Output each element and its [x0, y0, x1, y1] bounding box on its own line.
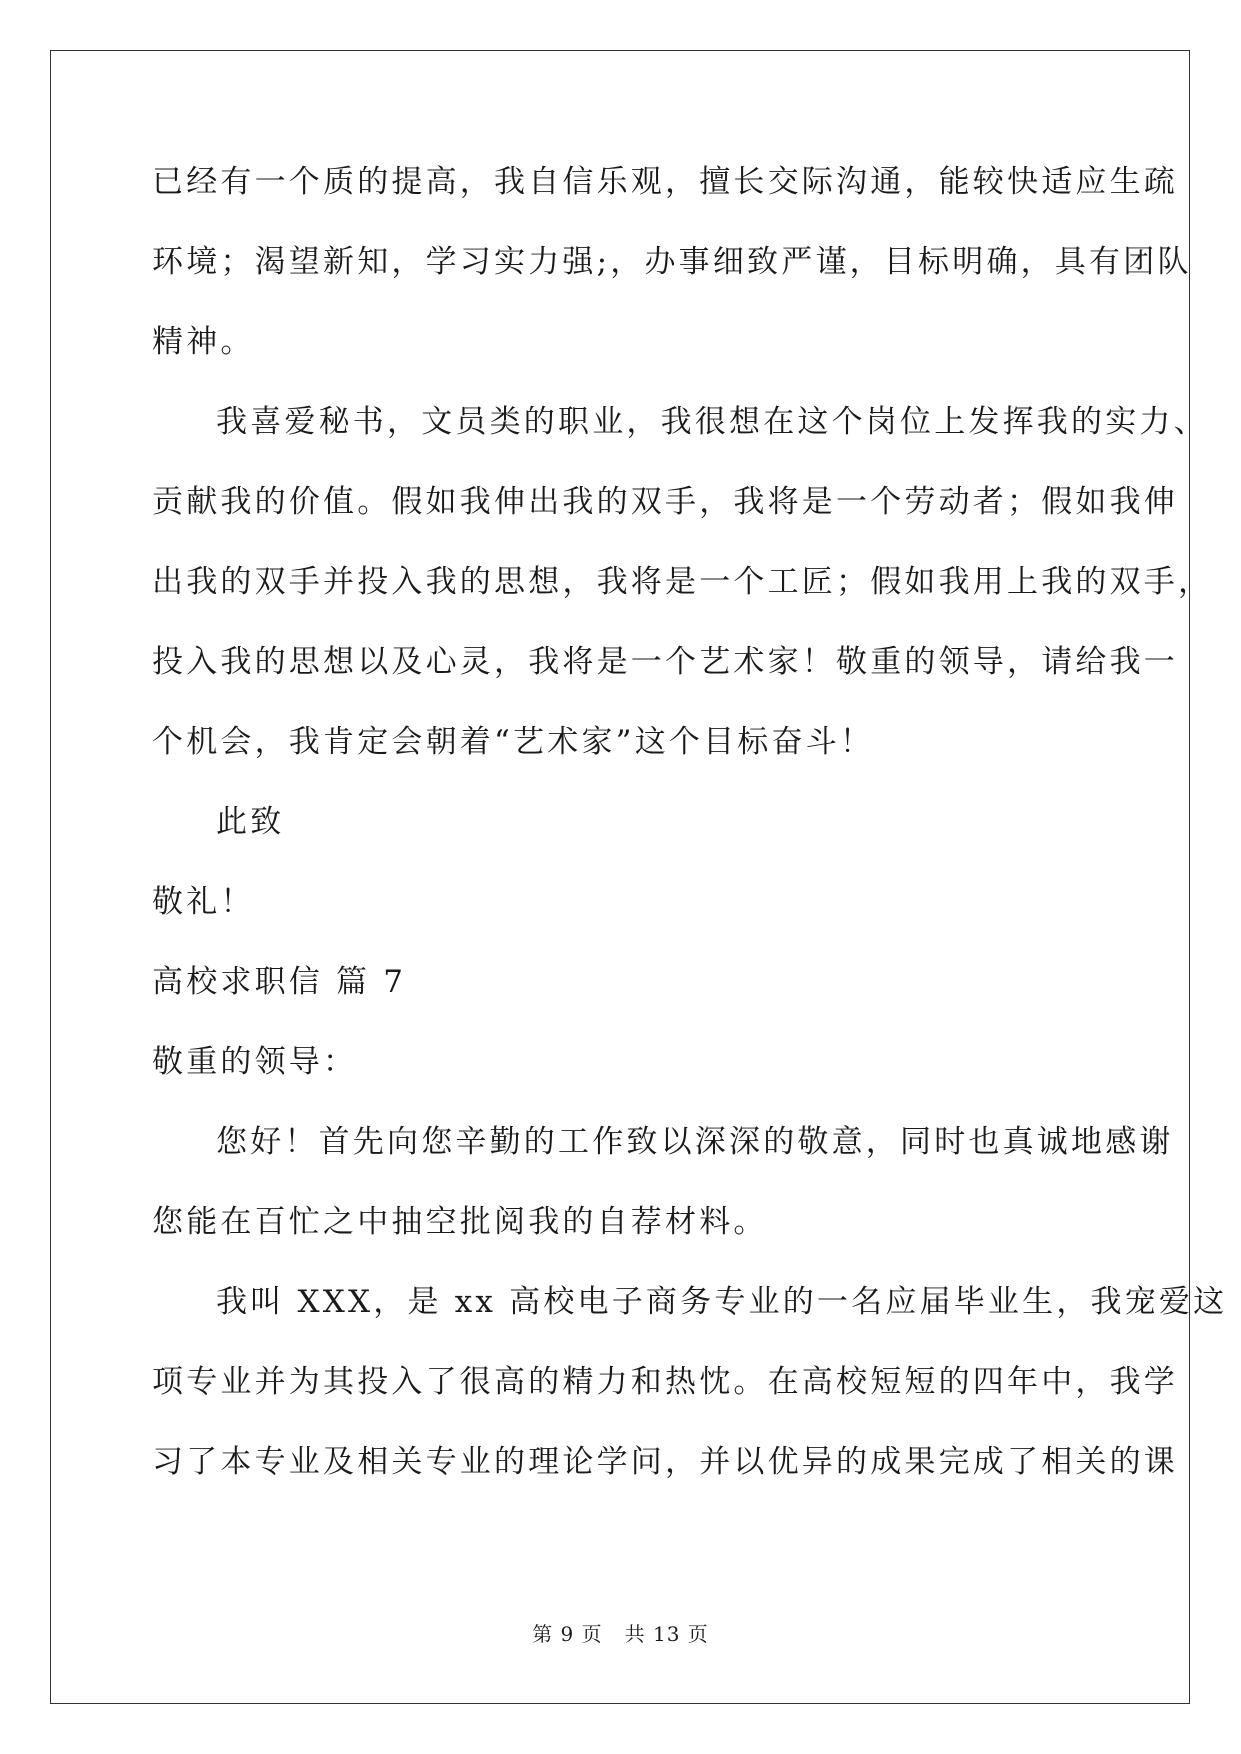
text-line: 贡献我的价值。假如我伸出我的双手，我将是一个劳动者；假如我伸: [152, 484, 1178, 520]
page-footer: [0, 1618, 1241, 1647]
text-line: 已经有一个质的提高，我自信乐观，擅长交际沟通，能较快适应生疏: [152, 164, 1178, 200]
text-line: 我叫 XXX，是 xx 高校电子商务专业的一名应届毕业生，我宠爱这: [216, 1284, 1228, 1320]
text-line: 环境；渴望新知，学习实力强;，办事细致严谨，目标明确，具有团队: [152, 244, 1192, 280]
text-line: 我喜爱秘书，文员类的职业，我很想在这个岗位上发挥我的实力、: [216, 404, 1208, 440]
text-line: 您能在百忙之中抽空批阅我的自荐材料。: [152, 1204, 768, 1240]
text-line: 习了本专业及相关专业的理论学问，并以优异的成果完成了相关的课: [152, 1444, 1178, 1480]
page-number: 第 9 页: [532, 1622, 603, 1646]
section-heading: 高校求职信 篇 7: [152, 964, 407, 1000]
salutation-close: 敬礼！: [152, 884, 255, 920]
text-line: 出我的双手并投入我的思想，我将是一个工匠；假如我用上我的双手，: [152, 564, 1213, 600]
page-total: 共 13 页: [624, 1622, 709, 1646]
greeting: 敬重的领导：: [152, 1044, 358, 1080]
closing-phrase: 此致: [216, 804, 285, 840]
text-line: 您好！首先向您辛勤的工作致以深深的敬意，同时也真诚地感谢: [216, 1124, 1174, 1160]
text-line: 个机会，我肯定会朝着“艺术家”这个目标奋斗！: [152, 724, 875, 760]
text-line: 投入我的思想以及心灵，我将是一个艺术家！敬重的领导，请给我一: [152, 644, 1178, 680]
text-line: 精神。: [152, 324, 255, 360]
text-line: 项专业并为其投入了很高的精力和热忱。在高校短短的四年中，我学: [152, 1364, 1178, 1400]
